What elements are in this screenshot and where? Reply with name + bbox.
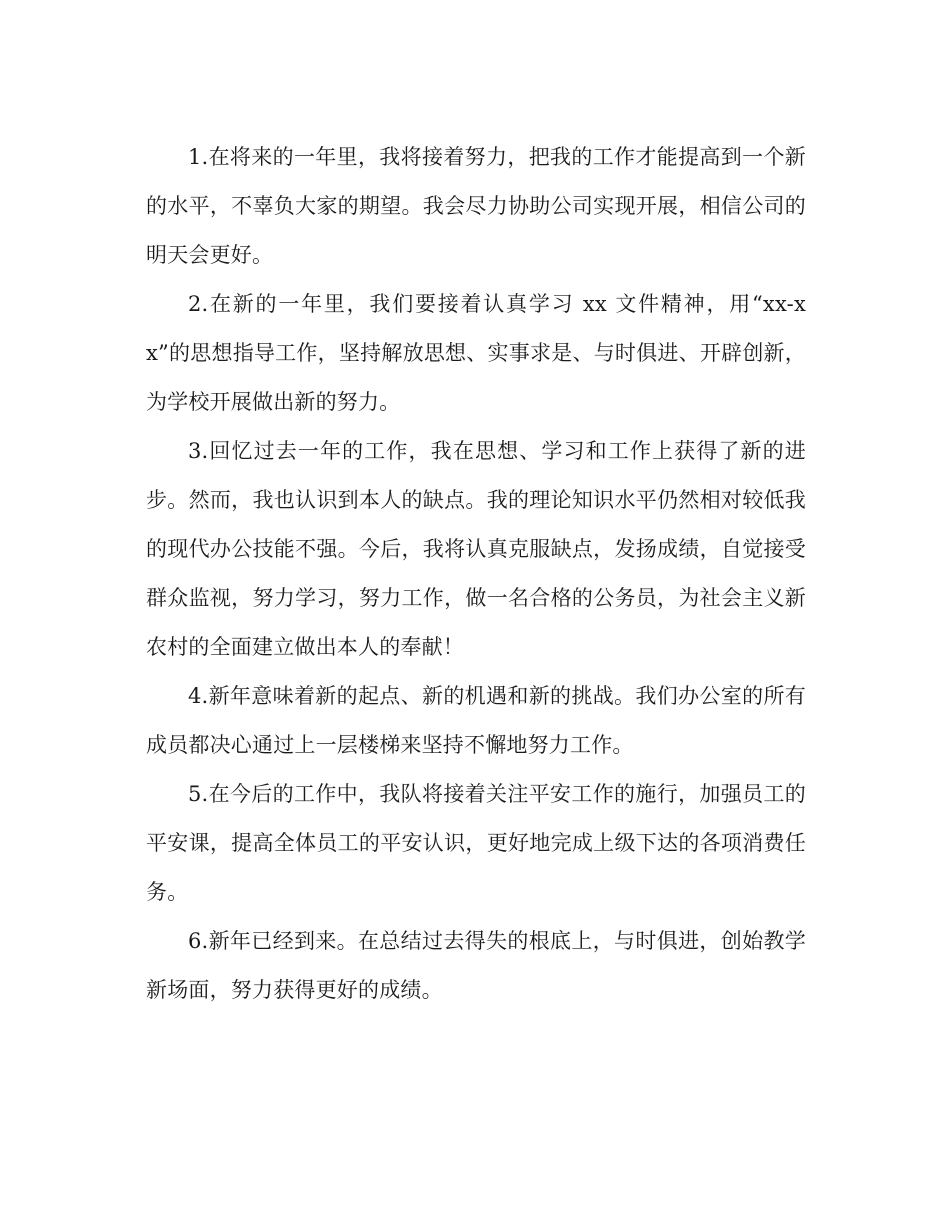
paragraph-2: 2.在新的一年里，我们要接着认真学习 xx 文件精神，用“xx-xx”的思想指导工作，坚持解放思想、实事求是、与时俱进、开辟创新，为学校开展做出新的努力。 xyxy=(146,292,806,414)
paragraph-6: 6.新年已经到来。在总结过去得失的根底上，与时俱进，创始教学新场面，努力获得更好的成绩。 xyxy=(146,929,806,1002)
paragraph-1: 1.在将来的一年里，我将接着努力，把我的工作才能提高到一个新的水平，不辜负大家的期望。我会尽力协助公司实现开展，相信公司的明天会更好。 xyxy=(146,145,806,267)
paragraph-4: 4.新年意味着新的起点、新的机遇和新的挑战。我们办公室的所有成员都决心通过上一层楼梯来坚持不懈地努力工作。 xyxy=(146,684,806,757)
document-body xyxy=(146,133,806,1015)
paragraph-3: 3.回忆过去一年的工作，我在思想、学习和工作上获得了新的进步。然而，我也认识到本人的缺点。我的理论知识水平仍然相对较低我的现代办公技能不强。今后，我将认真克服缺点，发扬成绩，自觉接受群众监视，努力学习，努力工作，做一名合格的公务员，为社会主义新农村的全面建立做出本人的奉献！ xyxy=(146,439,806,659)
paragraph-5: 5.在今后的工作中，我队将接着关注平安工作的施行，加强员工的平安课，提高全体员工的平安认识，更好地完成上级下达的各项消费任务。 xyxy=(146,782,806,904)
